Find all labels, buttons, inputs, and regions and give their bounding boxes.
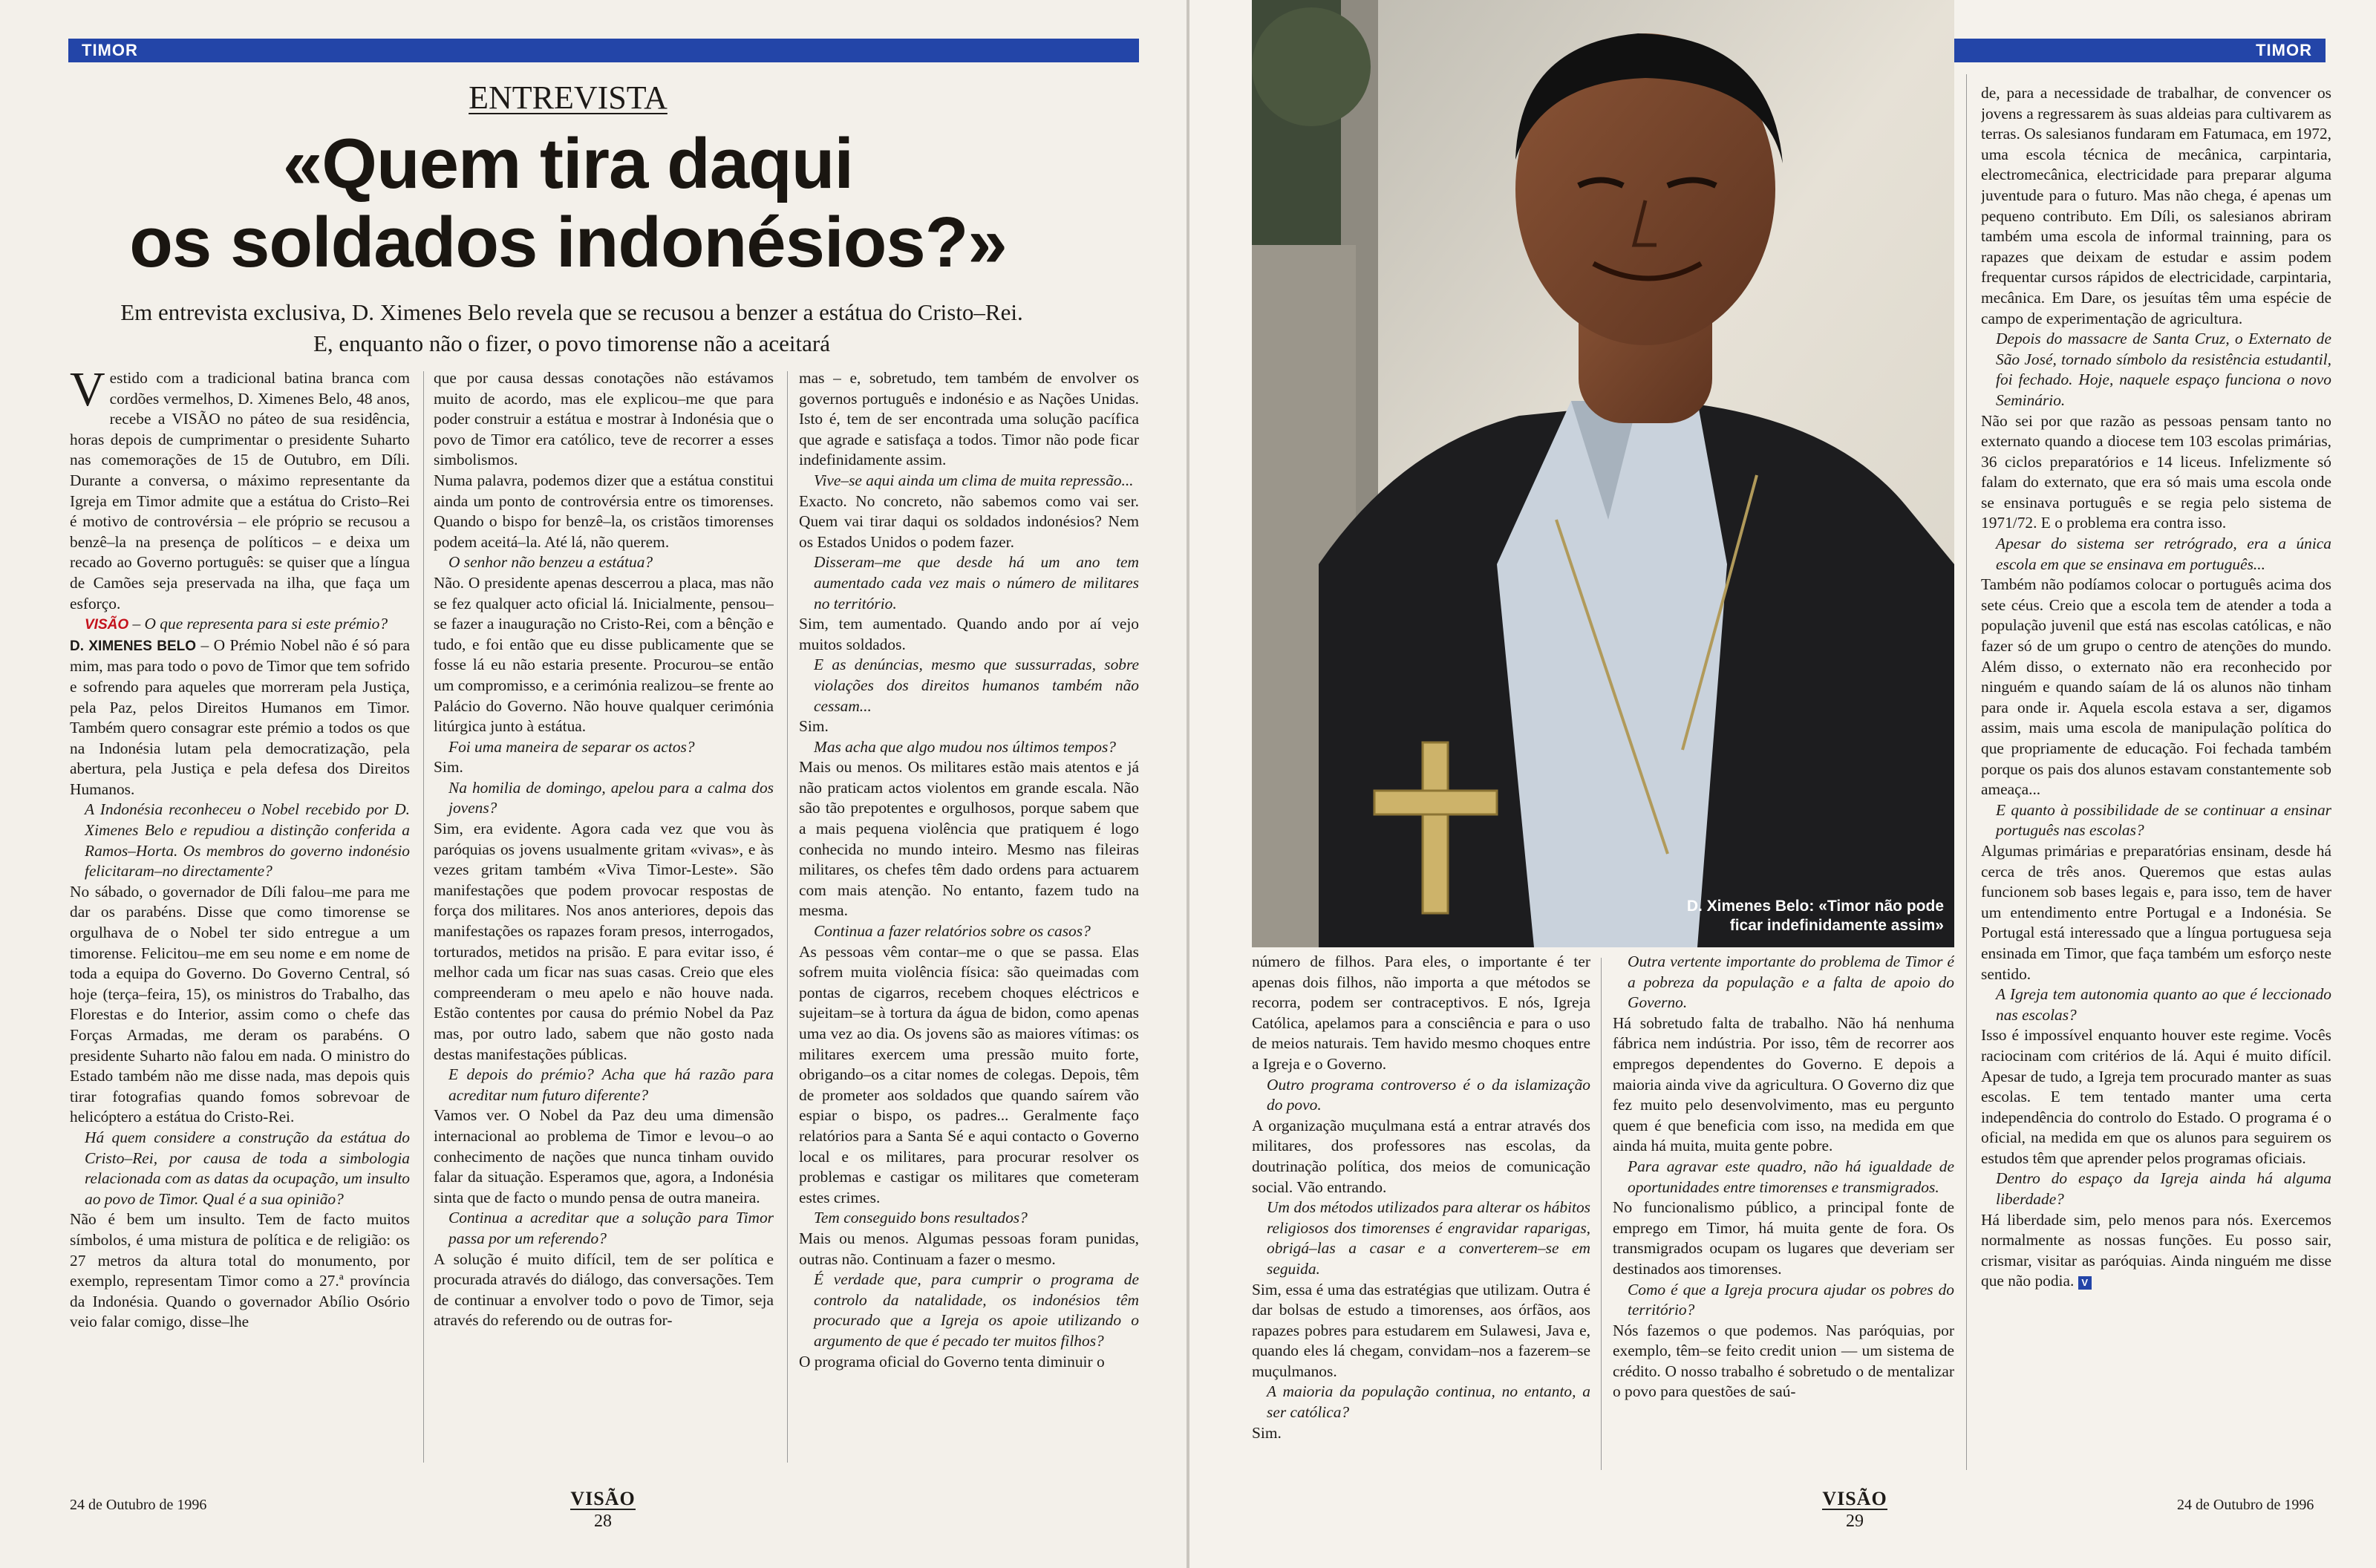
interviewer-label: VISÃO	[85, 617, 129, 633]
paragraph-text: Não. O presidente apenas descerrou a placa, mas não se fez qualquer acto oficial lá. Inicialmente, pensou–se fazer a inauguração no Cristo-Rei, com a bênção e tudo, e foi então que eu disse publicamente que se fosse lá eu não estaria presente. Procurou–se então um compromisso, e a cerimónia realizou–se frente ao Palácio do Governo. Não houve qualquer cerimónia litúrgica junto à estátua.	[434, 573, 774, 736]
article-paragraph	[1981, 841, 2331, 984]
end-mark: V	[2078, 1276, 2092, 1290]
footer-brand	[529, 1489, 677, 1532]
article-paragraph	[434, 471, 774, 552]
article-paragraph	[799, 614, 1139, 655]
page-number: 28	[594, 1512, 612, 1531]
article-column-3	[799, 368, 1139, 1467]
portrait-photo	[1252, 0, 1954, 947]
article-column-2	[434, 368, 774, 1467]
paragraph-text: Como é que a Igreja procura ajudar os pobres do território?	[1628, 1280, 1954, 1319]
paragraph-text: Foi uma maneira de separar os actos?	[448, 737, 695, 756]
kicker: ENTREVISTA	[469, 79, 668, 116]
photo-caption: D. Ximenes Belo: «Timor não pode ficar indefinidamente assim»	[1686, 898, 1944, 934]
column-rule	[423, 371, 424, 1463]
interview-question	[1981, 534, 2331, 575]
paragraph-text: Sim, essa é uma das estratégias que utilizam. Outra é dar bolsas de estudo a timorenses, aos órfãos, aos rapazes pobres para estudarem em Sulawesi, Java e, quando eles lá chegam, convidam–nos a fazerem–se muçulmanos.	[1252, 1280, 1590, 1380]
article-paragraph	[1252, 1116, 1590, 1198]
page-29	[1189, 0, 2376, 1568]
article-paragraph	[70, 636, 410, 800]
deck-line-1: Em entrevista exclusiva, D. Ximenes Belo revela que se recusou a benzer a estátua do Cristo–Rei.	[120, 299, 1023, 325]
interview-question	[1981, 800, 2331, 841]
paragraph-text: O programa oficial do Governo tenta diminuir o	[799, 1352, 1105, 1371]
brand-logo: VISÃO	[570, 1488, 636, 1509]
article-paragraph	[1613, 1198, 1954, 1279]
article-paragraph	[434, 1105, 774, 1208]
deck	[45, 297, 1099, 359]
paragraph-text: Há sobretudo falta de trabalho. Não há nenhuma fábrica nem indústria. Por isso, têm de recorrer aos empregos dependentes do Governo. E depois a maioria ainda vive da agricultura. O Governo diz que fez muito pelo desenvolvimento, mas eu pergunto quem é que beneficia com isso, na medida em que ainda há muita, muita gente pobre.	[1613, 1013, 1954, 1155]
paragraph-text: Um dos métodos utilizados para alterar os hábitos religiosos dos timorenses é engravidar raparigas, obrigá–las a casar e a converterem–se em seguida.	[1267, 1198, 1590, 1278]
article-paragraph	[434, 573, 774, 737]
paragraph-text: Exacto. No concreto, não sabemos como vai ser. Quem vai tirar daqui os soldados indonésios? Nem os Estados Unidos o podem fazer.	[799, 491, 1139, 551]
interview-question	[1981, 1169, 2331, 1209]
paragraph-text: Vive–se aqui ainda um clima de muita repressão...	[814, 471, 1134, 489]
article-paragraph	[434, 757, 774, 778]
interview-question	[1613, 1280, 1954, 1321]
article-paragraph	[1252, 1280, 1590, 1382]
interview-question	[799, 1270, 1139, 1351]
paragraph-text: Mais ou menos. Algumas pessoas foram punidas, outras não. Continuam a fazer o mesmo.	[799, 1229, 1139, 1268]
article-paragraph	[70, 882, 410, 1128]
article-paragraph	[799, 1352, 1139, 1373]
interview-question	[1981, 984, 2331, 1025]
section-bar	[68, 39, 1139, 62]
interview-question	[70, 1128, 410, 1209]
interview-question	[799, 655, 1139, 716]
headline-line-2: os soldados indonésios?»	[129, 203, 1007, 282]
paragraph-text: Continua a fazer relatórios sobre os casos?	[814, 922, 1091, 941]
drop-cap: V	[70, 368, 105, 416]
paragraph-text: Não é bem um insulto. Tem de facto muitos símbolos, é uma mistura de política e de religião: os 27 metros da altura total do monumento, por exemplo, representam Timor como a 27.ª província da Indonésia. Quando o governador Abílio Osório veio falar comigo, disse–lhe	[70, 1210, 410, 1331]
interview-question	[434, 552, 774, 573]
article-paragraph	[70, 368, 410, 614]
interview-question	[1613, 952, 1954, 1013]
footer-brand	[1781, 1489, 1929, 1532]
paragraph-text: No sábado, o governador de Díli falou–me para me dar os parabéns. Disse que como timorense se orgulhava de o Nobel ter sido entregue a um timorense. Felicitou–me em seu nome e em nome de toda a equipa do Governo. Do Governo Central, só hoje (terça–feira, 15), os ministros do Trabalho, das Florestas e do Interior, assim como o chefe das Forças Armadas, me deram os parabéns. O presidente Suharto não falou em nada. O ministro do Estado também não me disse nada, mas depois quis tirar fotografias quando fomos sobrevoar de helicóptero a estátua do Cristo-Rei.	[70, 882, 410, 1126]
article-paragraph	[1252, 952, 1590, 1075]
article-paragraph	[70, 614, 410, 636]
paragraph-text: No funcionalismo público, a principal fonte de emprego em Timor, há muita gente de fora. Os transmigrados ocupam os lugares que deveriam ser destinados aos timorenses.	[1613, 1198, 1954, 1278]
column-rule	[787, 371, 788, 1463]
headline-line-1: «Quem tira daqui	[282, 124, 854, 203]
interview-question	[799, 921, 1139, 942]
paragraph-text: Sim, era evidente. Agora cada vez que vou às paróquias os jovens usualmente gritam «vivas», e às vezes gritam também «Viva Timor-Leste». São manifestações que podem provocar respostas de força dos militares. Nos anos anteriores, depois das manifestações os rapazes foram presos, interrogados, torturados, metidos na prisão. E para evitar isso, é melhor cada um ficar nas suas casas. Creio que eles compreenderam o meu apelo e não houve nada. Estão contentes por causa do prémio Nobel da Paz mas, por outro lado, sabem que não gosto nada destas manifestações públicas.	[434, 820, 774, 1063]
footer-date: 24 de Outubro de 1996	[70, 1497, 207, 1513]
interview-question	[434, 1208, 774, 1249]
article-paragraph	[434, 368, 774, 471]
paragraph-text: – O que representa para si este prémio?	[128, 615, 388, 633]
paragraph-text: Na homilia de domingo, apelou para a calma dos jovens?	[448, 778, 774, 817]
paragraph-text: mas – e, sobretudo, tem também de envolver os governos português e indonésio e as Nações Unidas. Isto é, tem de ser encontrada uma solução pacífica que agrade e satisfaça a todos. Timor não pode ficar indefinidamente assim.	[799, 369, 1139, 469]
article-paragraph	[799, 368, 1139, 471]
paragraph-text: A maioria da população continua, no entanto, a ser católica?	[1267, 1382, 1590, 1422]
paragraph-text: Apesar do sistema ser retrógrado, era a única escola em que se ensinava em português...	[1996, 535, 2331, 573]
interview-question	[1252, 1075, 1590, 1116]
article-paragraph	[799, 942, 1139, 1209]
footer-date: 24 de Outubro de 1996	[2177, 1497, 2314, 1513]
paragraph-text: Continua a acreditar que a solução para Timor passa por um referendo?	[448, 1209, 774, 1247]
paragraph-text: E quanto à possibilidade de se continuar a ensinar português nas escolas?	[1996, 800, 2331, 840]
article-paragraph	[434, 819, 774, 1065]
interview-question	[799, 471, 1139, 491]
article-paragraph	[799, 757, 1139, 921]
article-column-6	[1981, 83, 2331, 1471]
article-paragraph	[799, 1229, 1139, 1270]
paragraph-text: – O Prémio Nobel não é só para mim, mas para todo o povo de Timor que tem sofrido e sofrendo para aqueles que morreram pela Justiça, pela Paz, pelos Direitos Humanos em Timor. Também quero consagrar este prémio a todos os que na Indonésia lutam pela democratização, pela abertura, pela Justiça e pela defesa dos Direitos Humanos.	[70, 636, 410, 798]
paragraph-text: Sim, tem aumentado. Quando ando por aí vejo muitos soldados.	[799, 615, 1139, 653]
section-bar	[1954, 39, 2326, 62]
interview-question	[799, 737, 1139, 758]
headline	[0, 125, 1136, 282]
interview-question	[1252, 1198, 1590, 1279]
paragraph-text: Algumas primárias e preparatórias ensinam, desde há cerca de três anos. Queremos que estas aulas funcionem sob bases legais e, para isso, tem de haver um entendimento entre Portugal e a Indonésia. Se Portugal está interessado que a língua portuguesa seja ensinada em Timor, que faça também um esforço neste sentido.	[1981, 841, 2331, 983]
portrait-illustration	[1252, 0, 1954, 947]
paragraph-text: que por causa dessas conotações não estávamos muito de acordo, mas ele explicou–me que para poder construir a estátua e mostrar à Indonésia que o povo de Timor era católico, teve de recorrer a esses simbolismos.	[434, 369, 774, 469]
paragraph-text: Depois do massacre de Santa Cruz, o Externato de São José, tornado símbolo da resistência estudantil, foi fechado. Hoje, naquele espaço funciona o novo Seminário.	[1996, 330, 2331, 409]
paragraph-text: estido com a tradicional batina branca com cordões vermelhos, D. Ximenes Belo, 48 anos, recebe a VISÃO no páteo de sua residência, horas depois de cumprimentar o presidente Suharto nas comemorações de 15 de Outubro, em Díli. Durante a conversa, o máximo representante da Igreja em Timor admite que a estátua do Cristo–Rei é motivo de controvérsia – ele próprio se recusou a benzê–la na presença de políticos – e deixa um recado ao Governo português: se quiser que a língua de Camões seja preservada na ilha, que faça um esforço.	[70, 369, 410, 612]
article-paragraph	[799, 491, 1139, 553]
paragraph-text: Isso é impossível enquanto houver este regime. Vocês raciocinam com critérios de lá. Aqui é muito difícil. Apesar de tudo, a Igreja tem procurado manter as suas escolas. E tem tentado manter uma certa independência do controlo do Estado. O programa é o oficial, na medida em que os alunos para seguirem os estudos têm que aprender pelos programas oficiais.	[1981, 1026, 2331, 1167]
paragraph-text: Disseram–me que desde há um ano tem aumentado cada vez mais o número de militares no território.	[814, 553, 1139, 612]
article-paragraph	[1981, 411, 2331, 535]
interview-question	[70, 800, 410, 881]
paragraph-text: número de filhos. Para eles, o importante é ter apenas dois filhos, não importa a que métodos se recorra, podem ser contraceptivos. E nós, Igreja Católica, apelamos para a consciência e para o uso de meios naturais. Tem havido mesmo choques entre a Igreja e o Governo.	[1252, 953, 1590, 1073]
column-rule	[1966, 74, 1967, 1470]
paragraph-text: É verdade que, para cumprir o programa de controlo da natalidade, os indonésios têm procurado que a Igreja os apoie utilizando o argumento de que é pecado ter muitos filhos?	[814, 1270, 1139, 1350]
article-paragraph	[799, 716, 1139, 737]
interview-question	[434, 778, 774, 819]
paragraph-text: Sim.	[1252, 1423, 1282, 1442]
article-column-5	[1613, 952, 1954, 1471]
paragraph-text: Para agravar este quadro, não há igualdade de oportunidades entre timorenses e transmigrados.	[1628, 1157, 1954, 1196]
paragraph-text: A solução é muito difícil, tem de ser política e procurada através do diálogo, das conversações. Tem de continuar a envolver todo o povo de Timor, seja através do referendo ou de outras for-	[434, 1250, 774, 1330]
paragraph-text: Outra vertente importante do problema de Timor é a pobreza da população e a falta de apoio do Governo.	[1628, 953, 1954, 1012]
deck-line-2: E, enquanto não o fizer, o povo timorense não a aceitará	[313, 330, 830, 356]
paragraph-text: Sim.	[434, 758, 463, 777]
interview-question	[799, 552, 1139, 614]
paragraph-text: Há quem considere a construção da estátua do Cristo–Rei, por causa de toda a simbologia relacionada com as datas da ocupação, um insulto ao povo de Timor. Qual é a sua opinião?	[85, 1128, 410, 1208]
article-column-4	[1252, 952, 1590, 1471]
paragraph-text: Não sei por que razão as pessoas pensam tanto no externato quando a diocese tem 103 escolas primárias, 36 ciclos preparatórios e 14 liceus. Infelizmente só falam do externato, que era só mais uma escola onde se ensinava português e se regia pelo sistema de 1971/72. E o problema era contra isso.	[1981, 411, 2331, 532]
column-rule	[1601, 958, 1602, 1470]
paragraph-text: Outro programa controverso é o da islamização do povo.	[1267, 1075, 1590, 1114]
paragraph-text: A Indonésia reconheceu o Nobel recebido por D. Ximenes Belo e repudiou a distinção conferida a Ramos–Horta. Os membros do governo indonésio felicitaram–no directamente?	[85, 800, 410, 881]
section-label: TIMOR	[82, 41, 138, 59]
article-paragraph	[1981, 83, 2331, 329]
interview-question	[1981, 329, 2331, 411]
paragraph-text: Vamos ver. O Nobel da Paz deu uma dimensão internacional ao problema de Timor e levou–o ao conhecimento de nações que nunca tinham ouvido falar da situação. Esperamos que, agora, a Indonésia sinta que de facto o mundo pensa de outra maneira.	[434, 1106, 774, 1206]
paragraph-text: Há liberdade sim, pelo menos para nós. Exercemos normalmente as nossas funções. Eu posso sair, crismar, visitar as paróquias. Ainda ninguém me disse que não podia.	[1981, 1210, 2331, 1290]
article-paragraph	[1981, 575, 2331, 800]
paragraph-text: A organização muçulmana está a entrar através dos militares, dos professores nas escolas, da doutrinação política, dos meios de comunicação social. Vão entrando.	[1252, 1116, 1590, 1196]
article-paragraph	[434, 1250, 774, 1331]
article-paragraph	[1981, 1025, 2331, 1169]
paragraph-text: Dentro do espaço da Igreja ainda há alguma liberdade?	[1996, 1169, 2331, 1209]
interview-question	[434, 737, 774, 758]
section-label: TIMOR	[2256, 41, 2312, 59]
paragraph-text: As pessoas vêm contar–me o que se passa. Elas sofrem muita violência física: são queimadas com pontas de cigarros, recebem choques eléctricos e sujeitam–se à tortura da água de bidon, como apenas uma vez ao dia. Os jovens são as maiores vítimas: os militares exercem uma pressão muito forte, obrigando–os a citar nomes de colegas. Depois, têm de prometer aos soldados que quando saírem vão espiar o bispo, os padres... Geralmente faço relatórios para a Santa Sé e aqui contacto o Governo local e os militares, para procurar resolver os problemas e castigar os militares que cometeram estes crimes.	[799, 942, 1139, 1206]
paragraph-text: E depois do prémio? Acha que há razão para acreditar num futuro diferente?	[448, 1065, 774, 1104]
paragraph-text: Numa palavra, podemos dizer que a estátua constitui ainda um ponto de controvérsia entre os timorenses. Quando o bispo for benzê–la, os cristãos timorenses podem aceitá–la. Até lá, não querem.	[434, 471, 774, 551]
paragraph-text: de, para a necessidade de trabalhar, de convencer os jovens a regressarem às suas aldeias para cultivarem as terras. Os salesianos fundaram em Fatumaca, em 1972, uma escola técnica de mecânica, carpintaria, electromecânica, electricidade para preparar alguma juventude para o futuro. Mas não chega, é apenas um pequeno contributo. Em Díli, os salesianos abriram também uma escola de informal trainning, para os rapazes que deixam de estudar e assim podem frequentar cursos rápidos de electricidade, carpintaria, mecânica. Em Dare, os jesuítas têm uma espécie de campo de experimentação de agricultura.	[1981, 84, 2331, 327]
paragraph-text: O senhor não benzeu a estátua?	[448, 553, 653, 572]
paragraph-text: Sim.	[799, 717, 829, 736]
article-column-1	[70, 368, 410, 1467]
paragraph-text: Mas acha que algo mudou nos últimos tempos?	[814, 737, 1116, 756]
article-paragraph	[1981, 1210, 2331, 1292]
paragraph-text: A Igreja tem autonomia quanto ao que é leccionado nas escolas?	[1996, 985, 2331, 1024]
interview-question	[1252, 1382, 1590, 1422]
interview-question	[1613, 1157, 1954, 1198]
interview-question	[799, 1208, 1139, 1229]
page-28	[0, 0, 1187, 1568]
brand-logo: VISÃO	[1822, 1488, 1887, 1509]
article-paragraph	[1613, 1013, 1954, 1157]
paragraph-text: E as denúncias, mesmo que sussurradas, sobre violações dos direitos humanos também não cessam...	[814, 656, 1139, 715]
interview-question	[434, 1065, 774, 1105]
speaker-label: D. XIMENES BELO	[70, 638, 197, 654]
page-number: 29	[1846, 1512, 1864, 1531]
paragraph-text: Também não podíamos colocar o português acima dos sete céus. Creio que a escola tem de atender a toda a população juvenil que está nas escolas católicas, e não fazer só de um grupo o centro de atenções do mundo. Além disso, o externato não era reconhecido por ninguém e quando saíam de lá os alunos não tinham para onde ir. Aquela escola estava a ser, digamos assim, mais uma escola de manipulação política do que propriamente de educação. Foi fechada também porque os pais dos alunos estavam constantemente sob ameaça...	[1981, 575, 2331, 799]
paragraph-text: Tem conseguido bons resultados?	[814, 1209, 1028, 1227]
article-paragraph	[70, 1209, 410, 1333]
paragraph-text: Mais ou menos. Os militares estão mais atentos e já não praticam actos violentos em grande escala. Não são tão prepotentes e orgulhosos, porque sabem que a mais pequena violência que pratiquem é logo conhecida no mundo inteiro. Mesmo nas fileiras militares, os chefes têm dado ordens para actuarem com mais atenção. No entanto, fazem tudo na mesma.	[799, 758, 1139, 920]
article-paragraph	[1252, 1423, 1590, 1444]
article-paragraph	[1613, 1321, 1954, 1402]
paragraph-text: Nós fazemos o que podemos. Nas paróquias, por exemplo, têm–se feito credit union — um sistema de crédito. O nosso trabalho é sobretudo o de mentalizar o povo para questões de saú-	[1613, 1321, 1954, 1401]
